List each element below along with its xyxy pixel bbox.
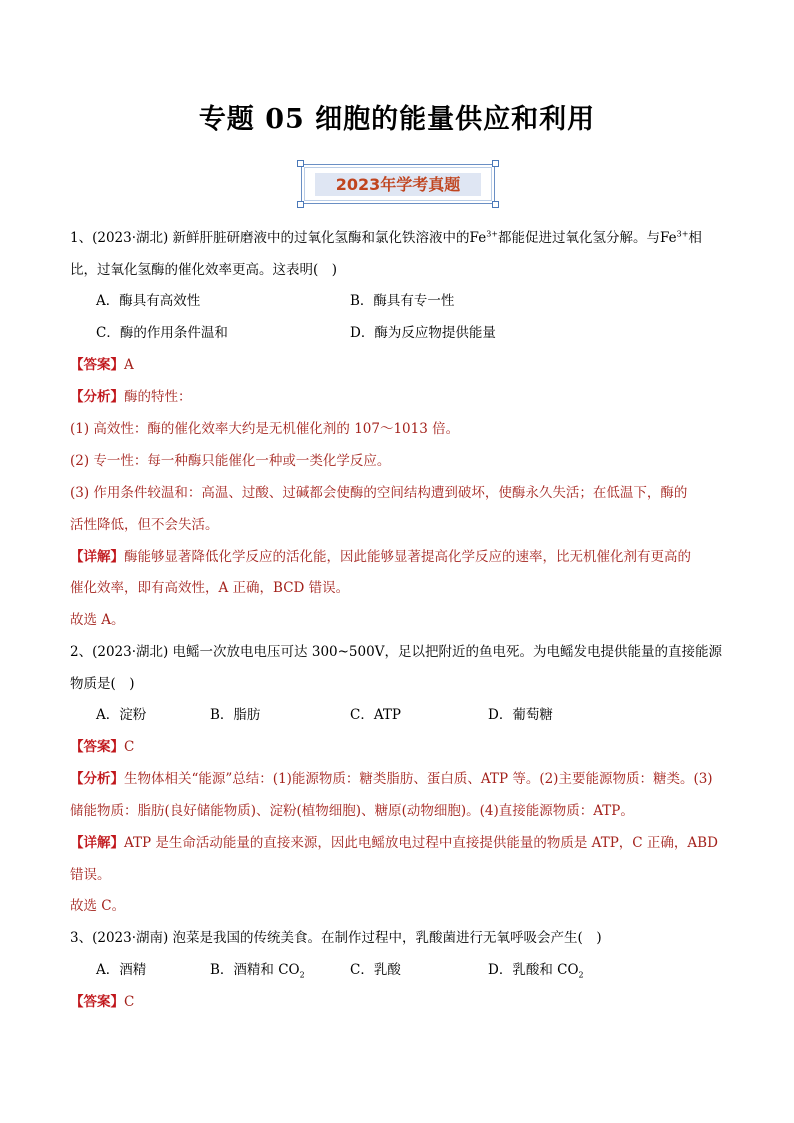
option-c: C．酶的作用条件温和	[96, 325, 228, 341]
detail-text: 酶能够显著降低化学反应的活化能，因此能够显著提高化学反应的速率，比无机催化剂有更高的	[124, 549, 691, 565]
answer-tag: 【答案】	[70, 994, 124, 1010]
option-b	[210, 961, 340, 979]
analysis-text: 生物体相关“能源”总结：(1)能源物质：糖类脂肪、蛋白质、ATP 等。(2)主要能源物质：糖类。(3)	[124, 771, 713, 787]
section-banner	[297, 160, 499, 208]
analysis-text: 活性降低，但不会失活。	[70, 517, 219, 533]
q1-text-c: 相	[688, 230, 702, 246]
detail-text: 催化效率，即有高效性，A 正确，BCD 错误。	[70, 580, 350, 596]
banner-label: 2023年学考真题	[315, 173, 481, 196]
answer-value: C	[124, 994, 135, 1010]
answer-tag: 【答案】	[70, 357, 124, 373]
detail-text: 错误。	[70, 867, 111, 883]
answer-line	[70, 993, 730, 1011]
detail-line	[70, 548, 730, 566]
answer-line	[70, 738, 730, 756]
answer-value: A	[124, 357, 134, 373]
answer-value: C	[124, 739, 135, 755]
page-title: 专题 05 细胞的能量供应和利用	[198, 104, 596, 135]
analysis-line	[70, 388, 730, 406]
analysis-text: 酶的特性：	[124, 389, 192, 405]
subscript: 2	[578, 970, 584, 980]
detail-line	[70, 834, 730, 852]
option-b: B．脂肪	[210, 707, 261, 723]
conclusion: 故选 C。	[70, 898, 126, 914]
answer-line	[70, 356, 730, 374]
banner-corner	[297, 160, 304, 167]
analysis-line	[70, 770, 730, 788]
banner-corner	[297, 201, 304, 208]
option-a: A．酶具有高效性	[96, 293, 201, 309]
question-3-stem: 3、(2023·湖南) 泡菜是我国的传统美食。在制作过程中，乳酸菌进行无氧呼吸会产生( )	[70, 930, 602, 946]
analysis-tag: 【分析】	[70, 771, 124, 787]
option-a: A．淀粉	[96, 707, 147, 723]
question-1-stem-cont: 比，过氧化氢酶的催化效率更高。这表明( )	[70, 262, 338, 278]
option-a: A．酒精	[96, 962, 147, 978]
question-2-stem: 2、(2023·湖北) 电鳐一次放电电压可达 300~500V，足以把附近的鱼电死。为电鳐发电提供能量的直接能源	[70, 644, 722, 660]
analysis-text: (2) 专一性：每一种酶只能催化一种或一类化学反应。	[70, 453, 391, 469]
detail-tag: 【详解】	[70, 549, 124, 565]
option-d-text: D．乳酸和 CO	[488, 962, 579, 978]
analysis-text: 储能物质：脂肪(良好储能物质)、淀粉(植物细胞)、糖原(动物细胞)。(4)直接能源物质：ATP。	[70, 803, 634, 819]
option-c: C．ATP	[350, 707, 401, 723]
banner-corner	[492, 201, 499, 208]
conclusion: 故选 A。	[70, 612, 125, 628]
question-1-stem	[70, 229, 730, 247]
option-d	[488, 961, 638, 979]
question-2-stem-cont: 物质是( )	[70, 676, 135, 692]
detail-tag: 【详解】	[70, 835, 124, 851]
answer-tag: 【答案】	[70, 739, 124, 755]
q1-superscript: 3+	[486, 229, 498, 239]
banner-corner	[492, 160, 499, 167]
option-d: D．酶为反应物提供能量	[350, 325, 496, 341]
option-d: D．葡萄糖	[488, 707, 553, 723]
q1-superscript: 3+	[676, 229, 689, 239]
q1-text-b: 都能促进过氧化氢分解。与Fe	[497, 230, 677, 246]
option-b: B．酶具有专一性	[350, 293, 455, 309]
analysis-tag: 【分析】	[70, 389, 124, 405]
analysis-text: (1) 高效性：酶的催化效率大约是无机催化剂的 107～1013 倍。	[70, 421, 460, 437]
option-b-text: B．酒精和 CO	[210, 962, 300, 978]
analysis-text: (3) 作用条件较温和：高温、过酸、过碱都会使酶的空间结构遭到破坏，使酶永久失活；在低温下，酶的	[70, 485, 688, 501]
subscript: 2	[299, 970, 305, 980]
option-c: C．乳酸	[350, 962, 401, 978]
q1-text-a: 1、(2023·湖北) 新鲜肝脏研磨液中的过氧化氢酶和氯化铁溶液中的Fe	[70, 230, 487, 246]
detail-text: ATP 是生命活动能量的直接来源，因此电鳐放电过程中直接提供能量的物质是 ATP，C 正确，ABD	[124, 835, 718, 851]
